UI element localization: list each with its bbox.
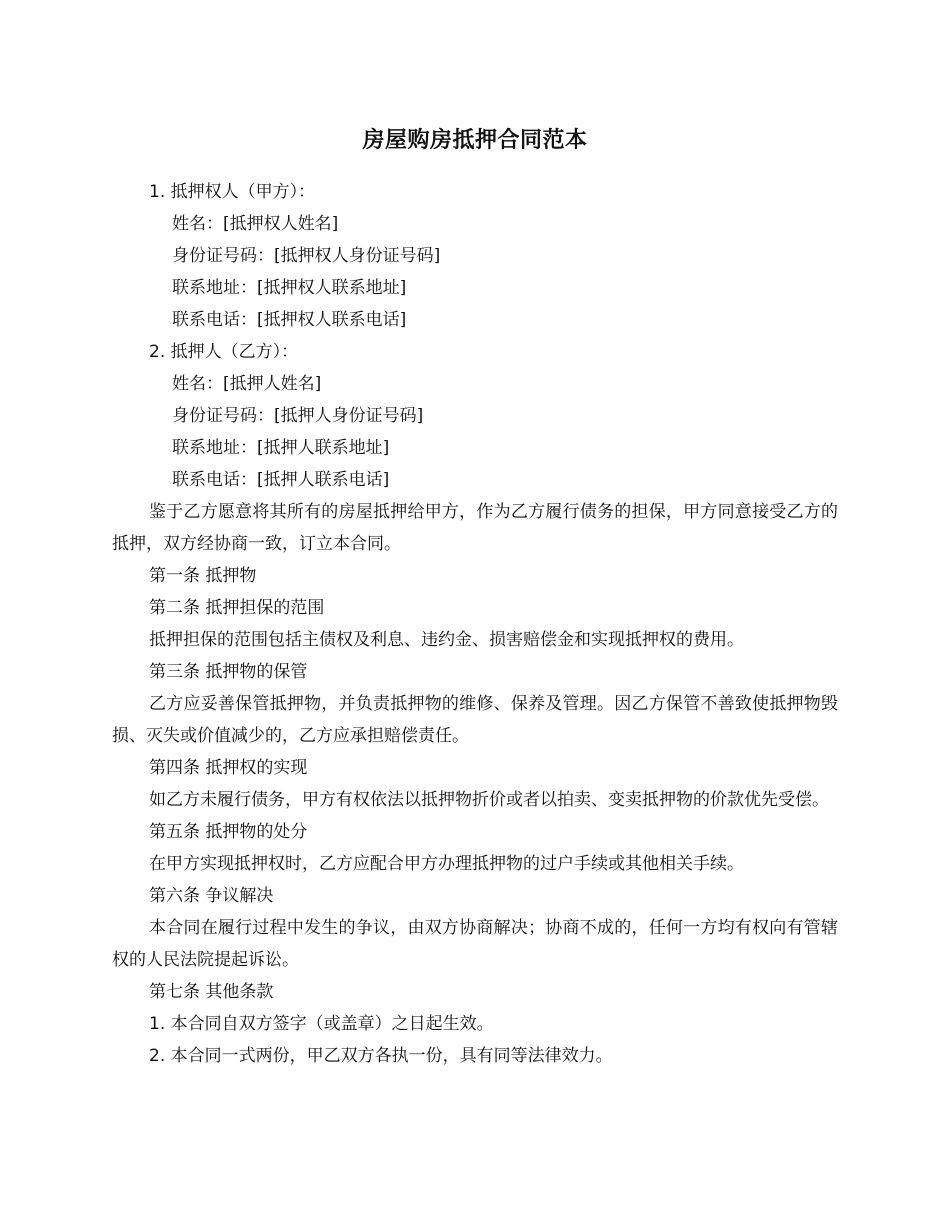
article-heading: 第五条 抵押物的处分 (149, 822, 308, 842)
party-a-address: 联系地址：[抵押权人联系地址] (172, 278, 407, 298)
article-heading: 第六条 争议解决 (149, 886, 274, 906)
article-body: 在甲方实现抵押权时，乙方应配合甲方办理抵押物的过户手续或其他相关手续。 (149, 854, 744, 874)
document-body (112, 176, 838, 1072)
party-b-phone: 联系电话：[抵押人联系电话] (172, 470, 390, 490)
other-term-item: 2. 本合同一式两份，甲乙双方各执一份，具有同等法律效力。 (149, 1046, 613, 1066)
article-heading: 第一条 抵押物 (149, 566, 257, 586)
party-a-name: 姓名：[抵押权人姓名] (172, 214, 339, 234)
party-b-address: 联系地址：[抵押人联系地址] (172, 438, 390, 458)
article-heading: 第三条 抵押物的保管 (149, 662, 308, 682)
article-heading: 第四条 抵押权的实现 (149, 758, 308, 778)
party-a-heading: 1. 抵押权人（甲方）： (149, 182, 316, 202)
article-heading: 第二条 抵押担保的范围 (149, 598, 325, 618)
document-title: 房屋购房抵押合同范本 (362, 128, 588, 153)
party-b-id: 身份证号码：[抵押人身份证号码] (172, 406, 424, 426)
article-heading: 第七条 其他条款 (149, 982, 274, 1002)
preamble-paragraph: 鉴于乙方愿意将其所有的房屋抵押给甲方，作为乙方履行债务的担保，甲方同意接受乙方的抵押，双方经协商一致，订立本合同。 (112, 502, 838, 554)
party-b-heading: 2. 抵押人（乙方）： (149, 342, 299, 362)
article-body: 如乙方未履行债务，甲方有权依法以抵押物折价或者以拍卖、变卖抵押物的价款优先受偿。 (149, 790, 829, 810)
party-b-name: 姓名：[抵押人姓名] (172, 374, 322, 394)
party-a-phone: 联系电话：[抵押权人联系电话] (172, 310, 407, 330)
article-body: 乙方应妥善保管抵押物，并负责抵押物的维修、保养及管理。因乙方保管不善致使抵押物毁损、灭失或价值减少的，乙方应承担赔偿责任。 (112, 694, 838, 746)
party-a-id: 身份证号码：[抵押权人身份证号码] (172, 246, 441, 266)
article-body: 本合同在履行过程中发生的争议，由双方协商解决；协商不成的，任何一方均有权向有管辖权的人民法院提起诉讼。 (112, 918, 838, 970)
article-body: 抵押担保的范围包括主债权及利息、违约金、损害赔偿金和实现抵押权的费用。 (149, 630, 744, 650)
other-term-item: 1. 本合同自双方签字（或盖章）之日起生效。 (149, 1014, 494, 1034)
